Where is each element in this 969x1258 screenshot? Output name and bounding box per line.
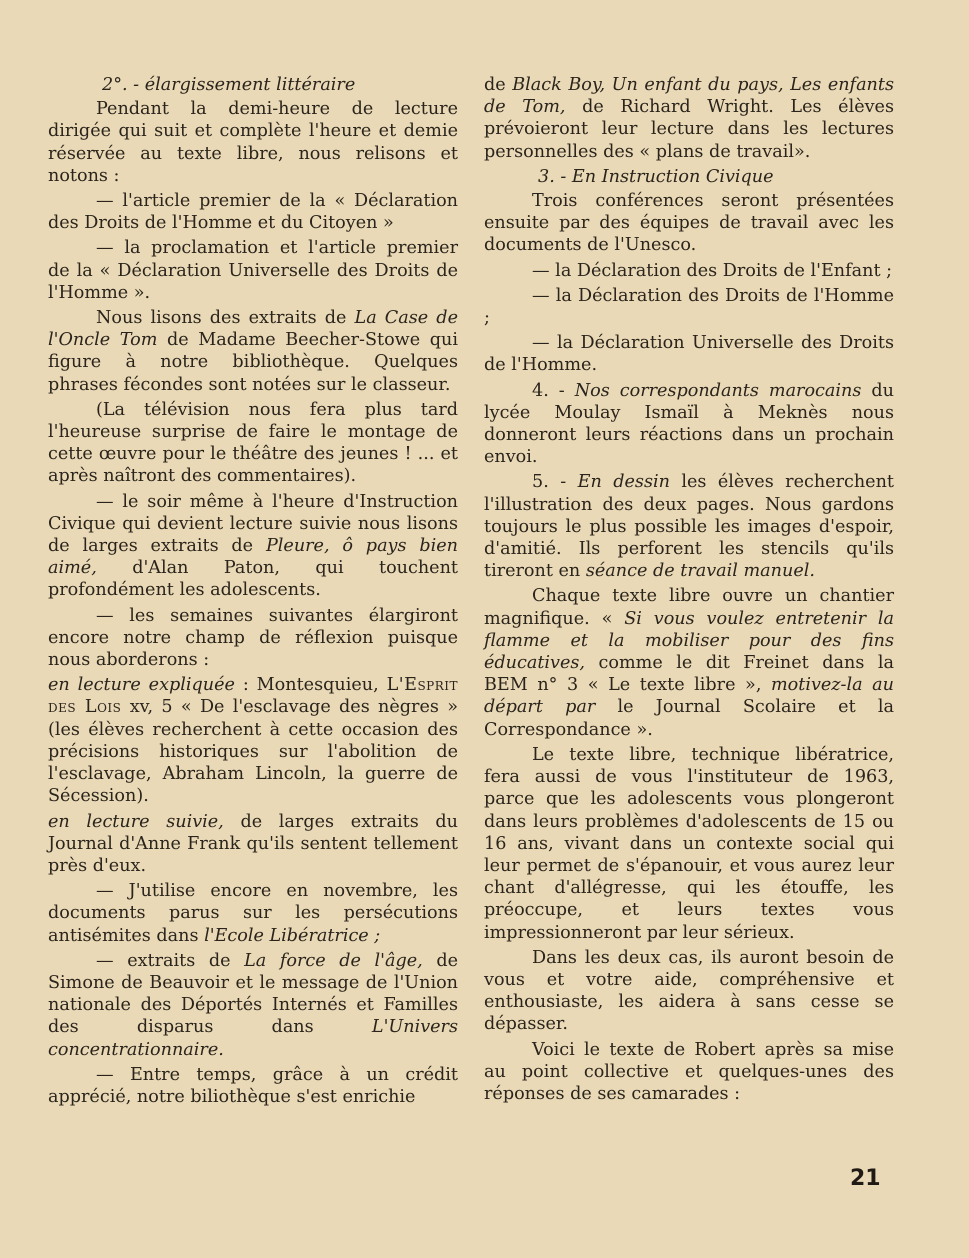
page-number: 21 — [850, 1166, 881, 1191]
paragraph: Voici le texte de Robert après sa mise au point collective et quelques-unes des réponses de ses camarades : — [484, 1039, 894, 1104]
paragraph: (La télévision nous fera plus tard l'heureuse surprise de faire le montage de cette œuvre pour le théâtre des jeunes ! ... et après naîtront des commentaires). — [48, 399, 458, 487]
section-heading-2: 2°. - élargissement littéraire — [102, 75, 356, 95]
paragraph: en lecture expliquée : Montesquieu, L'Esprit des Lois xv, 5 « De l'esclavage des nègres » (les élèves recherchent à cette occasion des précisions historiques sur l'abolition de l'esclavage, Abraham Lincoln, la guerre de Sécession). — [48, 675, 459, 807]
book-title: La force de l'âge, — [244, 950, 423, 971]
paragraph: — les semaines suivantes élargiront encore notre champ de réflexion puisque nous aborderons : — [48, 605, 458, 671]
book-title: Pleure, ô pays bien aimé, — [48, 536, 458, 579]
paragraph: — extraits de La force de l'âge, de Simone de Beauvoir et le message de l'Union nationale des Déportés Internés et Familles des disparus dans L'Univers concentrationnaire. — [48, 950, 459, 1060]
paragraph: — l'article premier de la « Déclaration des Droits de l'Homme et du Citoyen » — [48, 191, 458, 234]
section-heading-3: 3. - En Instruction Civique — [538, 166, 774, 187]
paragraph: Dans les deux cas, ils auront besoin de vous et votre aide, compréhensive et enthousiaste, les aidera à sans cesse se dépasser. — [484, 947, 894, 1035]
journal-title: l'Ecole Libératrice ; — [204, 925, 381, 946]
left-column — [48, 74, 458, 1111]
paragraph: Trois conférences seront présentées ensuite par des équipes de travail avec les documents de l'Unesco. — [484, 191, 894, 256]
paragraph: 5. - En dessin les élèves recherchent l'illustration des deux pages. Nous gardons toujours le plus possible les images d'espoir, d'amitié. Ils perforent les stencils qu'ils tireront en séance de travail manuel. — [484, 472, 894, 582]
quotation: Si vous voulez entretenir la flamme et la mobiliser pour des fins éducatives, — [484, 608, 894, 674]
paragraph: de Black Boy, Un enfant du pays, Les enfants de Tom, de Richard Wright. Les élèves prévoieront leur lecture dans les lectures personnelles des « plans de travail». — [484, 75, 894, 162]
book-titles: Black Boy, Un enfant du pays, Les enfants de Tom, — [484, 75, 894, 118]
paragraph: — Entre temps, grâce à un crédit apprécié, notre biliothèque s'est enrichie — [48, 1064, 458, 1107]
paragraph: en lecture suivie, de larges extraits du Journal d'Anne Frank qu'ils sentent tellement près d'eux. — [48, 811, 458, 876]
paragraph: — le soir même à l'heure d'Instruction Civique qui devient lecture suivie nous lisons de larges extraits de Pleure, ô pays bien aimé, d'Alan Paton, qui touchent profondément les adolescents. — [48, 491, 458, 601]
paragraph: Pendant la demi-heure de lecture dirigée qui suit et complète l'heure et demie réservée au texte libre, nous relisons et notons : — [48, 99, 458, 186]
paragraph: Le texte libre, technique libératrice, fera aussi de vous l'instituteur de 1963, parce que les adolescents vous plongeront dans leurs problèmes d'adolescents de 15 ou 16 ans, vivant dans un contexte social qui leur permet de s'épanouir, et vous aurez leur chant d'allégresse, qui les étouffe, les préoccupe, et leurs textes vous impressionneront par leur sérieux. — [484, 744, 894, 943]
right-column — [484, 74, 894, 1108]
paragraph: — la Déclaration des Droits de l'Homme ; — [484, 285, 894, 329]
paragraph: — la proclamation et l'article premier de la « Déclaration Universelle des Droits de l'Homme ». — [48, 238, 458, 303]
paragraph: — la Déclaration des Droits de l'Enfant ; — [532, 260, 893, 281]
paragraph: 4. - Nos correspondants marocains du lycée Moulay Ismaïl à Meknès nous donneront leurs réactions dans un prochain envoi. — [484, 380, 894, 468]
paragraph: Nous lisons des extraits de La Case de l'Oncle Tom de Madame Beecher-Stowe qui figure à notre bibliothèque. Quelques phrases fécondes sont notées sur le classeur. — [48, 308, 458, 395]
paragraph: Chaque texte libre ouvre un chantier magnifique. « Si vous voulez entretenir la flamme et la mobiliser pour des fins éducatives, comme le dit Freinet dans la BEM n° 3 « Le texte libre », motivez-la au départ par le Journal Scolaire et la Correspondance ». — [484, 586, 895, 740]
book-title: La Case de l'Oncle Tom — [48, 308, 458, 351]
book-title: L'Univers concentrationnaire. — [48, 1017, 458, 1060]
paragraph: — la Déclaration Universelle des Droits de l'Homme. — [484, 333, 894, 376]
book-title: L'Esprit des Lois — [48, 675, 459, 718]
paragraph: — J'utilise encore en novembre, les documents parus sur les persécutions antisémites dans l'Ecole Libératrice ; — [48, 881, 458, 946]
